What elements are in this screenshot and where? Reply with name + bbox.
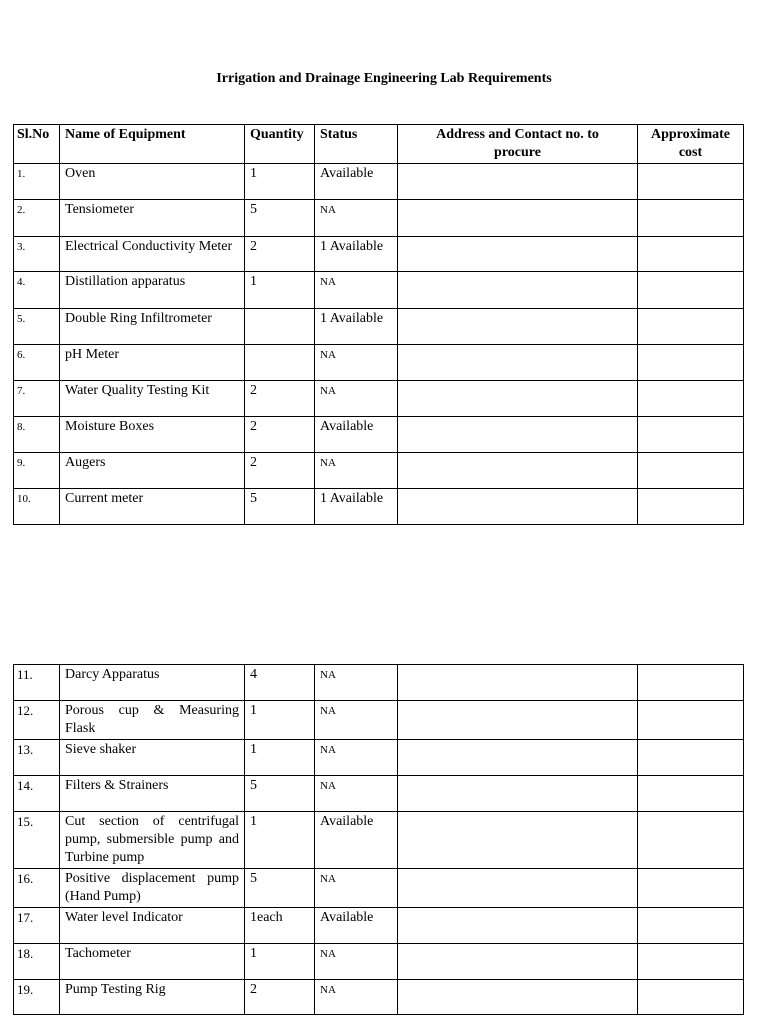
address-contact-cell [398, 812, 638, 869]
address-contact-cell [398, 453, 638, 489]
approximate-cost-cell [638, 701, 744, 740]
quantity-cell: 4 [245, 665, 315, 701]
quantity-cell [245, 309, 315, 345]
equipment-name-cell: Darcy Apparatus [60, 665, 245, 701]
approximate-cost-cell [638, 453, 744, 489]
status-cell: NA [315, 701, 398, 740]
quantity-cell: 1 [245, 740, 315, 776]
sl-cell: 15. [14, 812, 60, 869]
approximate-cost-cell [638, 869, 744, 908]
status-cell: NA [315, 200, 398, 237]
quantity-cell: 1each [245, 908, 315, 944]
sl-cell: 2. [14, 200, 60, 237]
table-row [14, 944, 744, 980]
address-contact-cell [398, 869, 638, 908]
table-row [14, 272, 744, 309]
table-row [14, 237, 744, 272]
status-cell: NA [315, 272, 398, 309]
table-row [14, 665, 744, 701]
approximate-cost-cell [638, 812, 744, 869]
equipment-name-cell: Water Quality Testing Kit [60, 381, 245, 417]
status-cell: 1 Available [315, 309, 398, 345]
approximate-cost-cell [638, 908, 744, 944]
quantity-cell: 1 [245, 164, 315, 200]
status-cell: Available [315, 908, 398, 944]
sl-cell: 12. [14, 701, 60, 740]
quantity-cell: 2 [245, 980, 315, 1015]
table-row [14, 740, 744, 776]
address-contact-cell [398, 309, 638, 345]
approximate-cost-cell [638, 776, 744, 812]
address-contact-cell [398, 417, 638, 453]
header-sl-no: Sl.No [14, 125, 60, 164]
status-cell: Available [315, 164, 398, 200]
address-contact-cell [398, 980, 638, 1015]
equipment-name-cell: Current meter [60, 489, 245, 525]
address-contact-cell [398, 345, 638, 381]
status-cell: NA [315, 869, 398, 908]
equipment-table-1 [13, 124, 744, 525]
sl-cell: 13. [14, 740, 60, 776]
quantity-cell: 1 [245, 812, 315, 869]
status-cell: NA [315, 665, 398, 701]
equipment-name-cell: Augers [60, 453, 245, 489]
equipment-name-cell: Water level Indicator [60, 908, 245, 944]
table-row [14, 812, 744, 869]
status-cell: Available [315, 812, 398, 869]
sl-cell: 19. [14, 980, 60, 1015]
address-contact-cell [398, 701, 638, 740]
address-contact-cell [398, 200, 638, 237]
equipment-name-cell: pH Meter [60, 345, 245, 381]
table-row [14, 381, 744, 417]
equipment-name-cell: Tensiometer [60, 200, 245, 237]
sl-cell: 5. [14, 309, 60, 345]
quantity-cell: 5 [245, 869, 315, 908]
equipment-name-cell: Double Ring Infiltrometer [60, 309, 245, 345]
equipment-table-2 [13, 664, 744, 1015]
header-quantity: Quantity [245, 125, 315, 164]
address-contact-cell [398, 164, 638, 200]
status-cell: 1 Available [315, 489, 398, 525]
equipment-name-cell: Oven [60, 164, 245, 200]
header-equipment-name: Name of Equipment [60, 125, 245, 164]
equipment-name-cell: Filters & Strainers [60, 776, 245, 812]
status-cell: NA [315, 381, 398, 417]
table-row [14, 345, 744, 381]
address-contact-cell [398, 665, 638, 701]
header-status: Status [315, 125, 398, 164]
table-row [14, 980, 744, 1015]
address-contact-cell [398, 381, 638, 417]
approximate-cost-cell [638, 665, 744, 701]
address-contact-cell [398, 776, 638, 812]
equipment-name-cell: Pump Testing Rig [60, 980, 245, 1015]
header-approximate-cost: Approximate cost [638, 125, 744, 164]
status-cell: NA [315, 453, 398, 489]
approximate-cost-cell [638, 272, 744, 309]
address-contact-cell [398, 272, 638, 309]
quantity-cell: 2 [245, 417, 315, 453]
approximate-cost-cell [638, 164, 744, 200]
address-contact-cell [398, 908, 638, 944]
equipment-name-cell: Moisture Boxes [60, 417, 245, 453]
table-row [14, 417, 744, 453]
status-cell: Available [315, 417, 398, 453]
table-row [14, 701, 744, 740]
equipment-name-cell: Sieve shaker [60, 740, 245, 776]
sl-cell: 4. [14, 272, 60, 309]
quantity-cell: 5 [245, 776, 315, 812]
table-row [14, 453, 744, 489]
sl-cell: 7. [14, 381, 60, 417]
quantity-cell [245, 345, 315, 381]
approximate-cost-cell [638, 980, 744, 1015]
status-cell: NA [315, 740, 398, 776]
sl-cell: 9. [14, 453, 60, 489]
table-row [14, 489, 744, 525]
quantity-cell: 1 [245, 701, 315, 740]
table-row [14, 869, 744, 908]
approximate-cost-cell [638, 740, 744, 776]
equipment-name-cell: Positive displacement pump (Hand Pump) [60, 869, 245, 908]
sl-cell: 10. [14, 489, 60, 525]
status-cell: NA [315, 944, 398, 980]
quantity-cell: 2 [245, 237, 315, 272]
sl-cell: 1. [14, 164, 60, 200]
table-row [14, 908, 744, 944]
approximate-cost-cell [638, 200, 744, 237]
sl-cell: 16. [14, 869, 60, 908]
sl-cell: 18. [14, 944, 60, 980]
address-contact-cell [398, 944, 638, 980]
quantity-cell: 2 [245, 381, 315, 417]
status-cell: NA [315, 345, 398, 381]
approximate-cost-cell [638, 309, 744, 345]
approximate-cost-cell [638, 489, 744, 525]
approximate-cost-cell [638, 345, 744, 381]
sl-cell: 3. [14, 237, 60, 272]
quantity-cell: 5 [245, 489, 315, 525]
quantity-cell: 1 [245, 272, 315, 309]
table-row [14, 164, 744, 200]
quantity-cell: 5 [245, 200, 315, 237]
table-row [14, 776, 744, 812]
sl-cell: 11. [14, 665, 60, 701]
equipment-name-cell: Cut section of centrifugal pump, submersible pump and Turbine pump [60, 812, 245, 869]
sl-cell: 14. [14, 776, 60, 812]
address-contact-cell [398, 740, 638, 776]
status-cell: 1 Available [315, 237, 398, 272]
equipment-name-cell: Tachometer [60, 944, 245, 980]
header-address-contact: Address and Contact no. to procure [398, 125, 638, 164]
table-row [14, 200, 744, 237]
approximate-cost-cell [638, 417, 744, 453]
equipment-name-cell: Electrical Conductivity Meter [60, 237, 245, 272]
address-contact-cell [398, 489, 638, 525]
quantity-cell: 2 [245, 453, 315, 489]
sl-cell: 6. [14, 345, 60, 381]
equipment-name-cell: Distillation apparatus [60, 272, 245, 309]
status-cell: NA [315, 776, 398, 812]
quantity-cell: 1 [245, 944, 315, 980]
equipment-name-cell: Porous cup & Measuring Flask [60, 701, 245, 740]
sl-cell: 8. [14, 417, 60, 453]
address-contact-cell [398, 237, 638, 272]
status-cell: NA [315, 980, 398, 1015]
document-title: Irrigation and Drainage Engineering Lab Requirements [216, 71, 552, 86]
approximate-cost-cell [638, 944, 744, 980]
approximate-cost-cell [638, 381, 744, 417]
sl-cell: 17. [14, 908, 60, 944]
approximate-cost-cell [638, 237, 744, 272]
table-row [14, 309, 744, 345]
